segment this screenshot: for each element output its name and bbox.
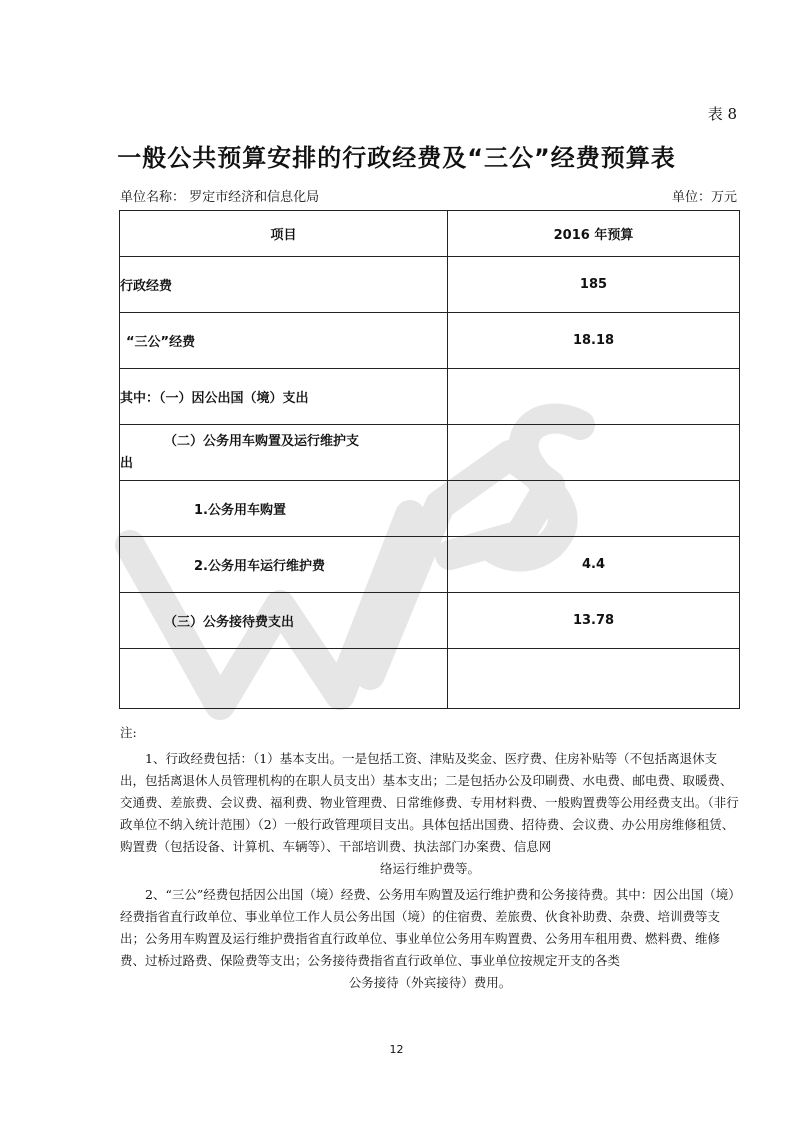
row-value-vehicle xyxy=(448,425,740,481)
table-row xyxy=(120,369,740,425)
row-value-vehicle-purchase xyxy=(448,481,740,537)
note-1: 1、行政经费包括：（1）基本支出。一是包括工资、津贴及奖金、医疗费、住房补贴等（不包括离退休支出，包括离退休人员管理机构的在职人员支出）基本支出；二是包括办公及印刷费、水电费、邮电费、取暖费、交通费、差旅费、会议费、福利费、物业管理费、日常维修费、专用材料费、一般购置费等公用经费支出。（非行政单位不纳入统计范围）（2）一般行政管理项目支出。具体包括出国费、招待费、会议费、办公用房维修租赁、购置费（包括设备、计算机、车辆等）、干部培训费、执法部门办案费、信息网 xyxy=(120,751,739,854)
unit-label: 单位：万元 xyxy=(671,190,737,205)
row-value-reception: 13.78 xyxy=(448,593,740,649)
table-header-row xyxy=(120,211,740,257)
row-value-three-public: 18.18 xyxy=(448,313,740,369)
note-2: 2、“三公”经费包括因公出国（境）经费、公务用车购置及运行维护费和公务接待费。其中：因公出国（境）经费指省直行政单位、事业单位工作人员公务出国（境）的住宿费、差旅费、伙食补助费、杂费、培训费等支出；公务用车购置及运行维护费指省直行政单位、事业单位公务用车购置费、公务用车租用费、燃料费、维修费、过桥过路费、保险费等支出；公务接待费指省直行政单位、事业单位按规定开支的各类 xyxy=(120,887,735,968)
budget-table xyxy=(119,210,740,709)
table-row xyxy=(120,425,740,481)
row-label-reception: （三）公务接待费支出 xyxy=(120,593,448,649)
row-label-overseas: 其中：（一）因公出国（境）支出 xyxy=(120,369,448,425)
row-label-vehicle-line1: （二）公务用车购置及运行维护支 xyxy=(164,433,360,449)
row-value-overseas xyxy=(448,369,740,425)
header-budget-2016: 2016 年预算 xyxy=(448,211,740,257)
note-1-last-line: 络运行维护费等。 xyxy=(379,861,480,876)
row-value-empty xyxy=(448,649,740,709)
page-title: 一般公共预算安排的行政经费及“三公”经费预算表 xyxy=(117,144,676,172)
row-label-vehicle xyxy=(120,425,448,481)
row-label-vehicle-purchase: 1.公务用车购置 xyxy=(120,481,448,537)
notes-section xyxy=(120,722,740,994)
table-number: 表 8 xyxy=(707,105,737,123)
page-number: 12 xyxy=(389,1043,404,1056)
table-row xyxy=(120,481,740,537)
row-label-empty xyxy=(120,649,448,709)
row-label-vehicle-line2: 出 xyxy=(120,455,134,471)
row-value-vehicle-maintenance: 4.4 xyxy=(448,537,740,593)
row-value-admin-expense: 185 xyxy=(448,257,740,313)
row-label-admin-expense: 行政经费 xyxy=(120,257,448,313)
unit-name: 单位名称： 罗定市经济和信息化局 xyxy=(120,190,320,205)
table-row xyxy=(120,257,740,313)
row-label-three-public: “三公”经费 xyxy=(120,313,448,369)
note-2-last-line: 公务接待（外宾接待）费用。 xyxy=(348,975,512,990)
table-row xyxy=(120,537,740,593)
table-row xyxy=(120,649,740,709)
row-label-vehicle-maintenance: 2.公务用车运行维护费 xyxy=(120,537,448,593)
header-item: 项目 xyxy=(120,211,448,257)
table-row xyxy=(120,313,740,369)
table-row xyxy=(120,593,740,649)
notes-heading: 注: xyxy=(120,725,137,740)
